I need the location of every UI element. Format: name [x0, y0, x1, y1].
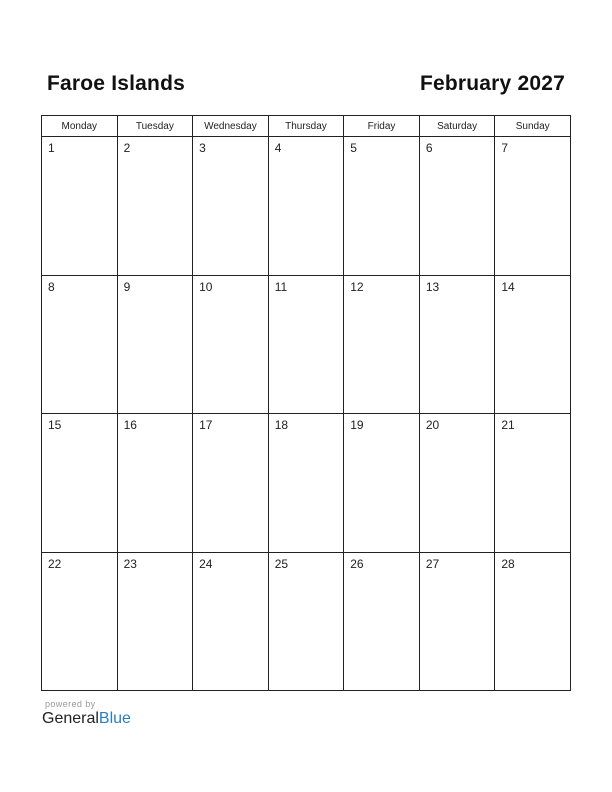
day-cell	[42, 137, 118, 276]
calendar-grid	[41, 115, 571, 691]
weekday-wednesday: Wednesday	[193, 116, 269, 137]
month-year-title: February 2027	[419, 72, 565, 95]
day-cell	[419, 137, 495, 276]
day-number: 11	[274, 279, 288, 294]
day-cell	[495, 137, 571, 276]
day-cell	[193, 137, 269, 276]
day-cell	[117, 414, 193, 553]
logo-text-blue: Blue	[98, 710, 131, 727]
day-cell	[268, 552, 344, 691]
day-cell	[193, 275, 269, 414]
day-number: 15	[48, 418, 62, 432]
day-number: 23	[123, 556, 137, 571]
day-cell	[419, 414, 495, 553]
weekday-tuesday: Tuesday	[117, 116, 193, 137]
day-number: 12	[350, 279, 364, 294]
day-number: 7	[501, 141, 509, 155]
generalblue-logo[interactable]	[42, 710, 131, 728]
weekday-sunday: Sunday	[495, 116, 571, 137]
day-cell	[344, 552, 420, 691]
day-cell	[419, 275, 495, 414]
day-number: 27	[425, 556, 440, 571]
day-cell	[495, 552, 571, 691]
day-number: 16	[123, 418, 137, 432]
day-cell	[193, 414, 269, 553]
day-cell	[419, 552, 495, 691]
day-number: 9	[123, 279, 131, 294]
day-cell	[268, 414, 344, 553]
weekday-thursday: Thursday	[268, 116, 344, 137]
day-number: 2	[123, 141, 131, 155]
day-number: 10	[199, 279, 213, 294]
day-cell	[117, 275, 193, 414]
day-cell	[42, 275, 118, 414]
day-cell	[117, 552, 193, 691]
weekday-header-row	[42, 116, 571, 137]
powered-by-label: powered by	[45, 699, 96, 709]
day-cell	[193, 552, 269, 691]
day-number: 8	[48, 279, 55, 294]
day-number: 1	[48, 141, 55, 155]
day-number: 20	[425, 418, 440, 432]
day-cell	[117, 137, 193, 276]
day-number: 21	[501, 418, 515, 432]
day-number: 3	[199, 141, 206, 155]
day-cell	[344, 414, 420, 553]
week-row	[42, 552, 571, 691]
day-number: 24	[199, 556, 213, 571]
day-cell	[495, 275, 571, 414]
day-cell	[495, 414, 571, 553]
day-number: 25	[274, 556, 289, 571]
day-number: 17	[199, 418, 213, 432]
day-number: 4	[274, 141, 282, 155]
day-cell	[42, 414, 118, 553]
day-number: 28	[501, 556, 515, 571]
day-cell	[344, 275, 420, 414]
weekday-saturday: Saturday	[419, 116, 495, 137]
weekday-monday: Monday	[42, 116, 118, 137]
logo-text-general: General	[42, 710, 99, 727]
country-title: Faroe Islands	[47, 72, 185, 95]
day-number: 14	[501, 279, 515, 294]
day-number: 26	[350, 556, 364, 571]
day-cell	[42, 552, 118, 691]
day-number: 18	[274, 418, 289, 432]
day-number: 6	[425, 141, 433, 155]
day-number: 5	[350, 141, 357, 155]
day-number: 19	[350, 418, 364, 432]
week-row	[42, 275, 571, 414]
day-cell	[344, 137, 420, 276]
weekday-friday: Friday	[344, 116, 420, 137]
day-number: 13	[425, 279, 440, 294]
week-row	[42, 414, 571, 553]
day-number: 22	[48, 556, 62, 571]
week-row	[42, 137, 571, 276]
day-cell	[268, 275, 344, 414]
day-cell	[268, 137, 344, 276]
